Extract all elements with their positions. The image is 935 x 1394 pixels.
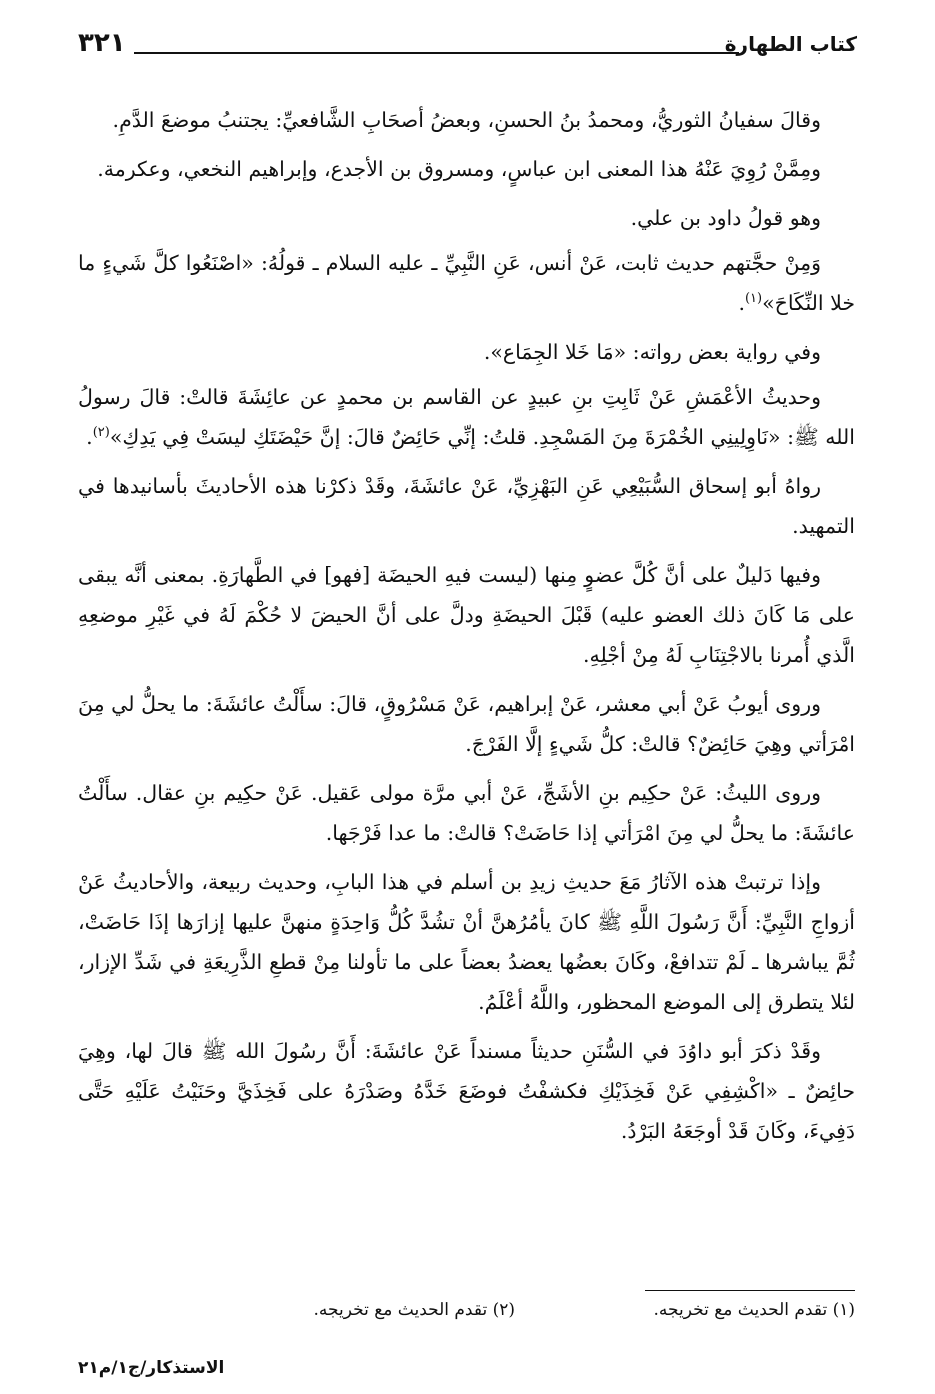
paragraph-end: . bbox=[86, 425, 93, 449]
paragraph-text: وَمِنْ حجَّتهم حديث ثابت، عَنْ أنس، عَنِ النَّبِيِّ ـ عليه السلام ـ قولُهُ: «اصْنَعُوا كلَّ شَيءٍ ما خلا النِّكَاحَ» bbox=[78, 251, 855, 315]
paragraph: ومِمَّنْ رُوِيَ عَنْهُ هذا المعنى ابن عباسٍ، ومسروق بن الأجدع، وإبراهيم النخعي، وعكرمة. bbox=[97, 157, 821, 181]
paragraph: وفيها دَليلٌ على أنَّ كُلَّ عضوٍ مِنها (ليست فيهِ الحيضَة [فهو] في الطَّهارَةِ. بمعنى أنَّه يبقى على مَا كَانَ ذلك العضو عليه) قَبْلَ الحيضَةِ ودلَّ على أنَّ الحيضَ لا حُكْمَ لَهُ في غَيْرِ موضعِهِ الَّذي أُمرنا بالاجْتِنَابِ لَهُ مِنْ أجْلِهِ. bbox=[78, 563, 855, 667]
paragraph: وإذا ترتبتْ هذه الآثارُ مَعَ حديثِ زيدِ بن أسلم في هذا البابِ، وحديث ربيعة، والأحاديثُ عَنْ أزواجِ النَّبِيِّ: أَنَّ رَسُولَ اللَّهِ ﷺ كانَ يأمُرُهنَّ أنْ تشُدَّ كُلُّ وَاحِدَةٍ منهنَّ عليها إزارَها إذَا حَاضَتْ، ثُمَّ يباشرها ـ لَمْ تتدافعْ، وكَانَ بعضُها يعضدُ بعضاً على ما تأولنا مِنْ قطعِ الذَّرِيعَةِ في شَدِّ الإزار، لئلا يتطرق إلى الموضع المحظور، واللَّهُ أعْلَمُ. bbox=[78, 870, 855, 1014]
paragraph bbox=[78, 377, 855, 457]
paragraph-end: . bbox=[738, 291, 745, 315]
paragraph bbox=[78, 243, 855, 323]
paragraph: رواهُ أبو إسحاق السُّبَيْعِي عَنِ البَهْزِيِّ، عَنْ عائشَةَ، وقَدْ ذكرْنا هذه الأحاديثَ بأسانيدها في التمهيد. bbox=[78, 474, 855, 538]
paragraph: وهو قولُ داود بن علي. bbox=[630, 206, 821, 230]
footnote-2: (٢) تقدم الحديث مع تخريجه. bbox=[313, 1300, 515, 1320]
chapter-title: كتاب الطهارة bbox=[724, 32, 857, 56]
footnote-rule bbox=[645, 1290, 855, 1291]
footnotes bbox=[200, 1300, 855, 1330]
footnote-1: (١) تقدم الحديث مع تخريجه. bbox=[653, 1300, 855, 1320]
paragraph: وروى الليثُ: عَنْ حكِيم بنِ الأشَجِّ، عَنْ أبي مرَّة مولى عَقيل. عَنْ حكِيم بنِ عقال. سأَلْتُ عائشَةَ: ما يحلُّ لي مِنَ امْرَأتي إذا حَاضَتْ؟ قالتْ: ما عدا فَرْجَها. bbox=[78, 781, 855, 845]
main-text bbox=[78, 100, 855, 1160]
header-rule bbox=[134, 52, 739, 54]
running-header bbox=[78, 28, 857, 64]
page-number: ٣٢١ bbox=[78, 28, 126, 58]
page-signature: الاستذكار/ج١/م٢١ bbox=[78, 1358, 225, 1378]
footnote-ref-1: (١) bbox=[744, 291, 763, 307]
paragraph: وروى أيوبُ عَنْ أبي معشر، عَنْ إبراهيم، عَنْ مَسْرُوقٍ، قالَ: سأَلْتُ عائشَةَ: ما يحلُّ لي مِنَ امْرَأتي وهِيَ حَائِضٌ؟ قالتْ: كلُّ شَيءٍ إلَّا الفَرْجَ. bbox=[78, 692, 855, 756]
paragraph-text: وحديثُ الأعْمَشِ عَنْ ثَابِتِ بنِ عبيدٍ عن القاسم بن محمدٍ عن عائِشَةَ قالتْ: قالَ رسولُ الله ﷺ: «نَاوِلِينِي الخُمْرَةَ مِنَ المَسْجِدِ. قلتُ: إنِّي حَائِضٌ قالَ: إنَّ حَيْضَتَكِ ليسَتْ فِي يَدِكِ» bbox=[78, 385, 855, 449]
paragraph: وقَدْ ذكرَ أبو داوُدَ في السُّنَنِ حديثاً مسنداً عَنْ عائشَةَ: أَنَّ رسُولَ الله ﷺ قالَ لها، وهِيَ حائِضٌ ـ «اكْشِفِي عَنْ فَخِذَيْكِ فكشفْتُ فوضَعَ خَدَّهُ وصَدْرَهُ على فَخِذَيَّ وحَنَيْتُ عَلَيْهِ حَتَّى دَفِيءَ، وكَانَ قَدْ أوجَعَهُ البَرْدُ. bbox=[78, 1039, 855, 1143]
footnote-ref-2: (٢) bbox=[92, 425, 110, 441]
paragraph: وفي رواية بعض رواته: «مَا خَلا الجِمَاع». bbox=[483, 340, 821, 364]
paragraph: وقالَ سفيانُ الثوريُّ، ومحمدُ بنُ الحسنِ، وبعضُ أصحَابِ الشَّافعيِّ: يجتنبُ موضعَ الدَّمِ. bbox=[112, 108, 821, 132]
